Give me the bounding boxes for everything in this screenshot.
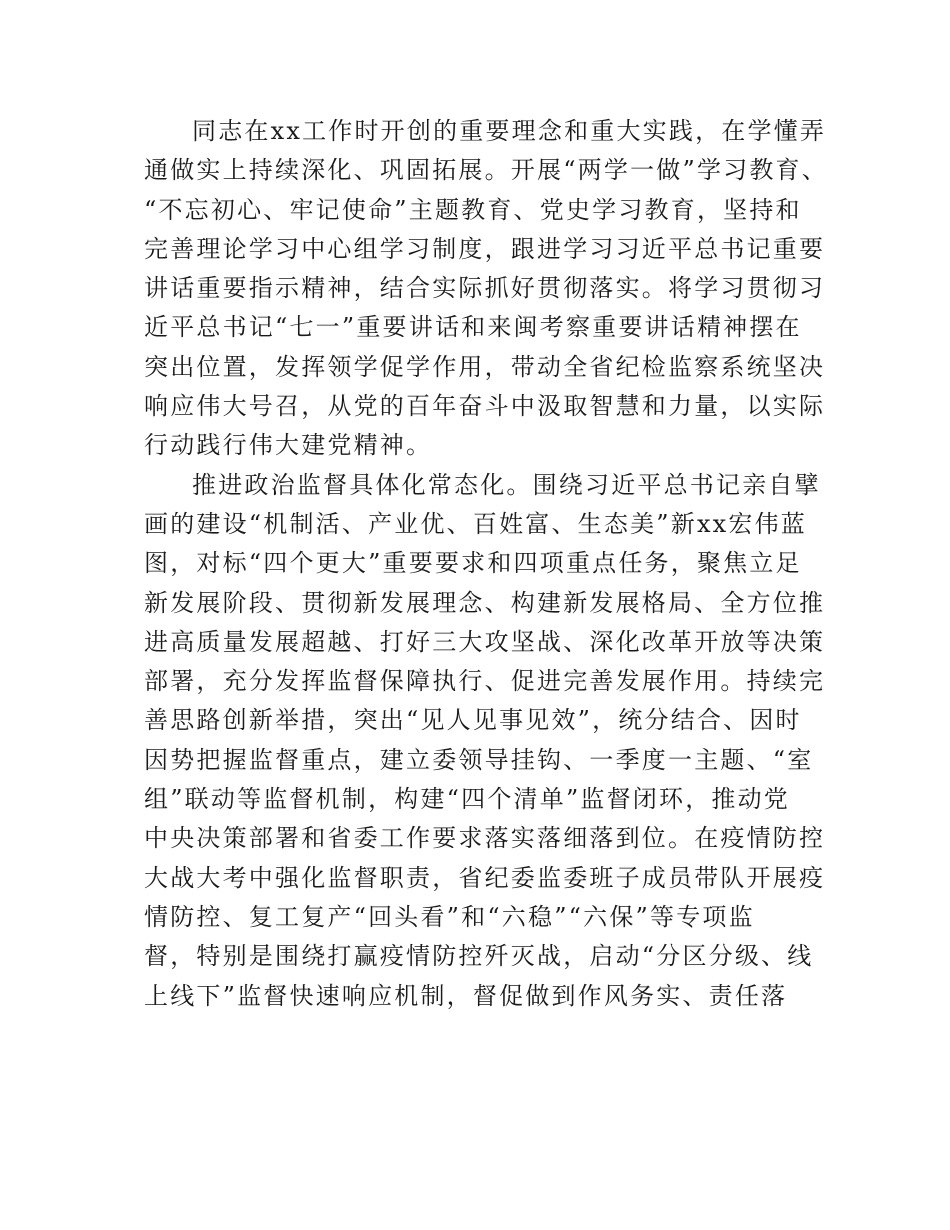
paragraph-line: 督，特别是围绕打赢疫情防控歼灭战，启动“分区分级、线 [144,942,814,971]
paragraph-line: 新发展阶段、贯彻新发展理念、构建新发展格局、全方位推 [144,588,826,617]
paragraph-line: 画的建设“机制活、产业优、百姓富、生态美”新xx宏伟蓝 [144,509,808,538]
paragraph-line: 推进政治监督具体化常态化。围绕习近平总书记亲自擘 [192,470,821,499]
paragraph-line: 上线下”监督快速响应机制，督促做到作风务实、责任落 [144,981,788,1010]
paragraph-line: 中央决策部署和省委工作要求落实落细落到位。在疫情防控 [144,824,826,853]
paragraph-line: 因势把握监督重点，建立委领导挂钩、一季度一主题、“室 [144,745,814,774]
paragraph-line: 同志在xx工作时开创的重要理念和重大实践，在学懂弄 [192,117,827,145]
paragraph-line: 通做实上持续深化、巩固拓展。开展“两学一做”学习教育、 [144,156,828,185]
paragraph-line: “不忘初心、牢记使命”主题教育、党史学习教育，坚持和 [144,195,802,224]
paragraph-line: 组”联动等监督机制，构建“四个清单”监督闭环，推动党 [144,785,791,814]
paragraph-line: 部署，充分发挥监督保障执行、促进完善发展作用。持续完 [144,667,826,696]
paragraph-line: 讲话重要指示精神，结合实际抓好贯彻落实。将学习贯彻习 [144,274,826,303]
paragraph-line: 近平总书记“七一”重要讲话和来闽考察重要讲话精神摆在 [144,313,802,342]
paragraph-line: 情防控、复工复产“回头看”和“六稳”“六保”等专项监 [144,902,755,931]
paragraph-line: 善思路创新举措，突出“见人见事见效”，统分结合、因时 [144,706,802,735]
body-text [144,112,828,1016]
paragraph-line: 进高质量发展超越、打好三大攻坚战、深化改革开放等决策 [144,627,826,656]
paragraph-line: 图，对标“四个更大”重要要求和四项重点任务，聚焦立足 [144,549,802,578]
paragraph-line: 行动践行伟大建党精神。 [144,431,433,460]
paragraph-line: 响应伟大号召，从党的百年奋斗中汲取智慧和力量，以实际 [144,392,826,421]
paragraph-line: 突出位置，发挥领学促学作用，带动全省纪检监察系统坚决 [144,352,826,381]
paragraph-line: 大战大考中强化监督职责，省纪委监委班子成员带队开展疫 [144,863,826,892]
paragraph-line: 完善理论学习中心组学习制度，跟进学习习近平总书记重要 [144,234,826,263]
